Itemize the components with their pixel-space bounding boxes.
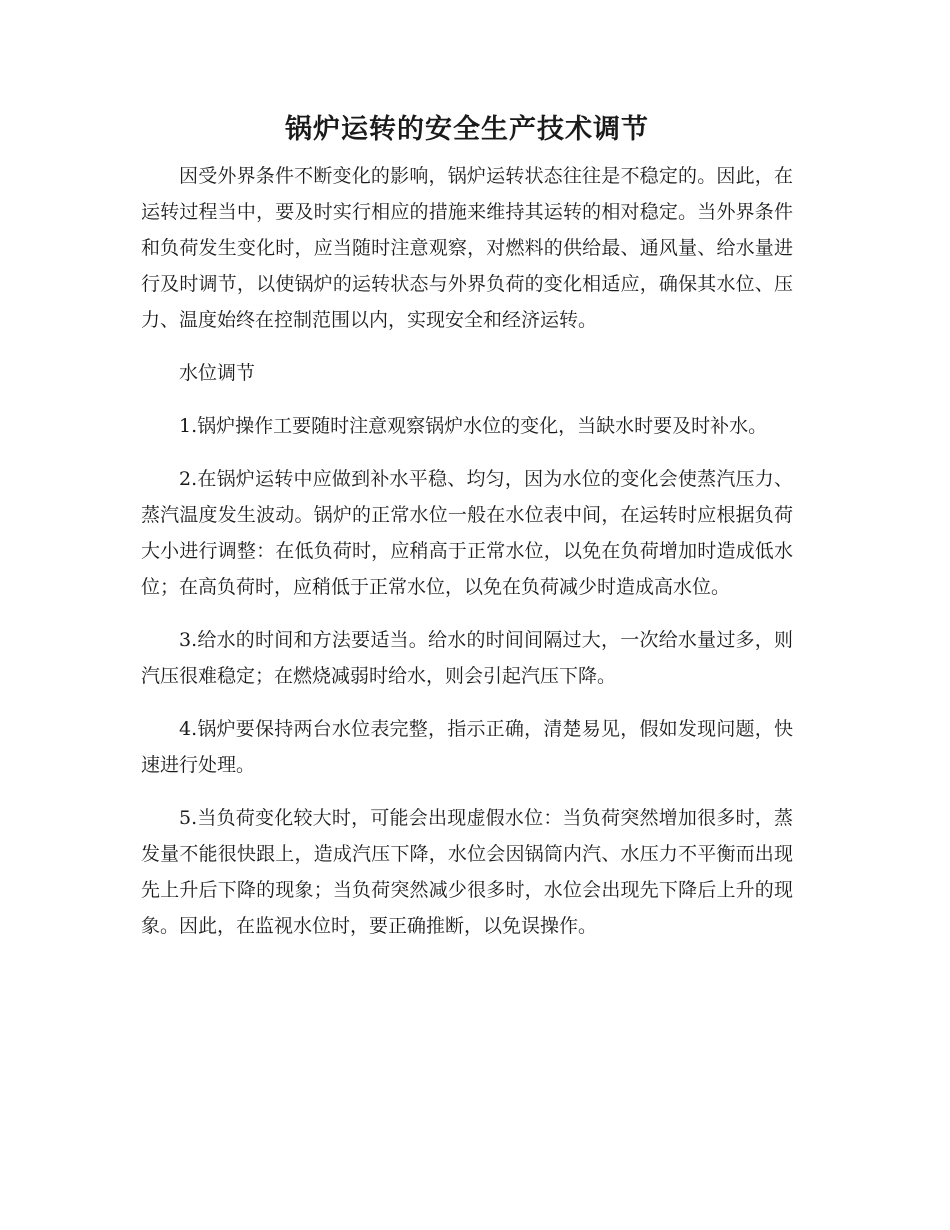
document-title: 锅炉运转的安全生产技术调节 <box>285 114 649 145</box>
intro-paragraph: 因受外界条件不断变化的影响，锅炉运转状态往往是不稳定的。因此，在运转过程当中，要及时实行相应的措施来维持其运转的相对稳定。当外界条件和负荷发生变化时，应当随时注意观察，对燃料的供给最、通风量、给水量进行及时调节，以使锅炉的运转状态与外界负荷的变化相适应，确保其水位、压力、温度始终在控制范围以内，实现安全和经济运转。 <box>141 165 793 331</box>
document-page <box>141 110 793 961</box>
section-heading: 水位调节 <box>179 362 256 384</box>
list-item: 4.锅炉要保持两台水位表完整，指示正确，清楚易见，假如发现问题，快速进行处理。 <box>141 718 793 776</box>
list-item: 5.当负荷变化较大时，可能会出现虚假水位：当负荷突然增加很多时，蒸发量不能很快跟上，造成汽压下降，水位会因锅筒内汽、水压力不平衡而出现先上升后下降的现象；当负荷突然减少很多时，水位会出现先下降后上升的现象。因此，在监视水位时，要正确推断，以免误操作。 <box>141 807 793 937</box>
list-item: 1.锅炉操作工要随时注意观察锅炉水位的变化，当缺水时要及时补水。 <box>179 415 768 437</box>
list-item: 3.给水的时间和方法要适当。给水的时间间隔过大，一次给水量过多，则汽压很难稳定；在燃烧减弱时给水，则会引起汽压下降。 <box>141 629 793 687</box>
list-item: 2.在锅炉运转中应做到补水平稳、均匀，因为水位的变化会使蒸汽压力、蒸汽温度发生波动。锅炉的正常水位一般在水位表中间，在运转时应根据负荷大小进行调整：在低负荷时，应稍高于正常水位，以免在负荷增加时造成低水位；在高负荷时，应稍低于正常水位，以免在负荷减少时造成高水位。 <box>141 468 793 598</box>
